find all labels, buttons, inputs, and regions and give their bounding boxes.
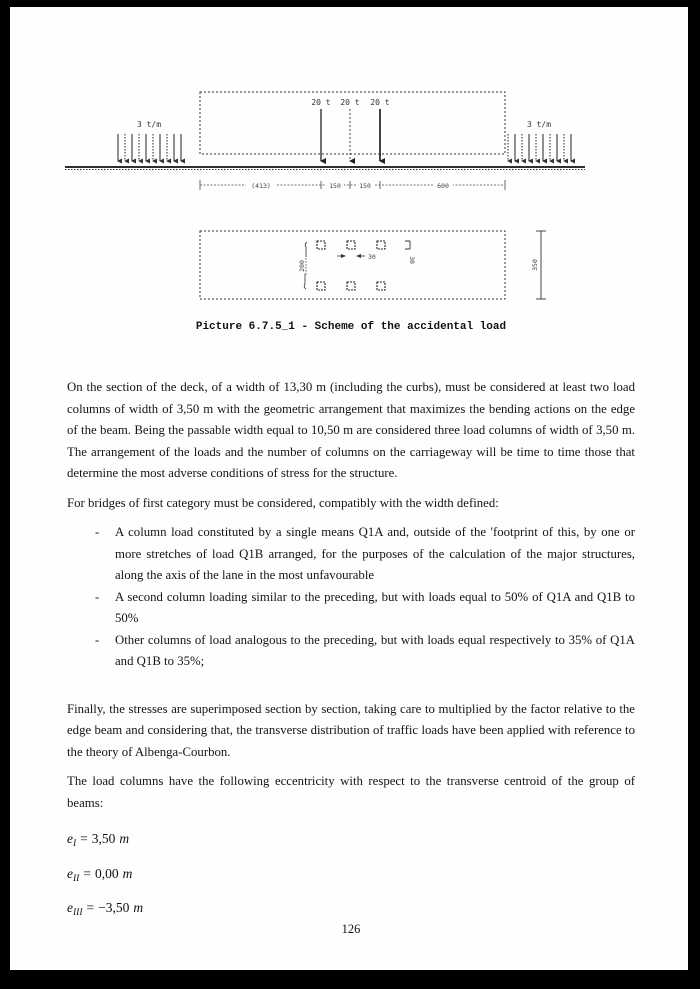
dim-label-axle2: 150 bbox=[359, 182, 371, 190]
wheel-width-label: 30 bbox=[368, 253, 376, 261]
axle-load-label-2: 20 t bbox=[340, 98, 360, 107]
right-distributed-load-arrows bbox=[508, 134, 571, 161]
bullet-dash: - bbox=[95, 525, 100, 539]
elevation-dimension-labels bbox=[246, 181, 453, 190]
list-item bbox=[67, 630, 635, 673]
bullet-text: A column load constituted by a single means Q1A and, outside of the 'footprint of this, by one or more stretches of load Q1B arranged, for the purposes of the calculation of the major structures, along the axis of the lane in the most unfavourable bbox=[115, 525, 635, 582]
list-item bbox=[67, 587, 635, 630]
equation-variable: e bbox=[67, 900, 73, 915]
equation-e1 bbox=[67, 828, 635, 849]
equation-subscript: III bbox=[73, 908, 83, 918]
equation-subscript: II bbox=[73, 874, 80, 884]
bullet-dash: - bbox=[95, 589, 100, 604]
wheel-footprints bbox=[317, 241, 385, 290]
equation-subscript: I bbox=[73, 839, 77, 849]
document-page bbox=[10, 7, 688, 970]
equation-e2 bbox=[67, 863, 635, 884]
figure-caption: Picture 6.7.5_1 - Scheme of the accidental load bbox=[195, 321, 507, 333]
bullet-text: A second column loading similar to the preceding, but with loads equal to 50% of Q1A and Q1B to 50% bbox=[115, 589, 635, 625]
column-width-dimension bbox=[531, 231, 546, 299]
equation-equals: = bbox=[83, 866, 91, 881]
axle-load-label-3: 20 t bbox=[370, 98, 390, 107]
dim-label-right: 600 bbox=[437, 182, 449, 190]
equation-e3 bbox=[67, 897, 635, 918]
equation-unit: m bbox=[122, 866, 133, 881]
paragraph-deck-section: On the section of the deck, of a width of 13,30 m (including the curbs), must be considered at least two load columns of width of 3,50 m with the geometric arrangement that maximizes the bending actions on the edge of the beam. Being the passable width equal to 10,50 m are considered three load columns of width of 3,50 m. The arrangement of the loads and the number of columns on the carriageway will be time to time those that determine the most adverse conditions of stress for the structure. bbox=[67, 380, 635, 480]
elevation-dimension-line bbox=[200, 180, 505, 190]
equation-variable: e bbox=[67, 831, 73, 846]
equation-value: 3,50 bbox=[91, 831, 116, 846]
wheel-side-label: 30 bbox=[408, 256, 416, 264]
track-dimension bbox=[298, 242, 307, 289]
load-column-bullet-list bbox=[67, 522, 635, 673]
right-distributed-load-label: 3 t/m bbox=[526, 120, 552, 129]
equation-variable: e bbox=[67, 866, 73, 881]
column-width-label: 350 bbox=[531, 259, 539, 271]
axle-load-label-1: 20 t bbox=[311, 98, 331, 107]
dim-label-axle1: 150 bbox=[329, 182, 341, 190]
axle-point-load-arrows bbox=[321, 109, 380, 161]
body-text bbox=[67, 377, 635, 941]
paragraph-eccentricity-intro: The load columns have the following eccentricity with respect to the transverse centroid of the group of beams: bbox=[67, 774, 635, 810]
paragraph-superposition: Finally, the stresses are superimposed section by section, taking care to multiplied by the factor relative to the edge beam and considering that, the transverse distribution of traffic loads have been applied with reference to the theory of Albenga-Courbon. bbox=[67, 701, 635, 759]
deck-ground-line bbox=[65, 167, 585, 170]
lane-box-outline bbox=[200, 231, 505, 299]
equation-value: −3,50 bbox=[98, 900, 130, 915]
bullet-text: Other columns of load analogous to the preceding, but with loads equal respectively to 35% of Q1A and Q1B to 35%; bbox=[115, 632, 635, 668]
track-label: 200 bbox=[298, 260, 306, 272]
wheel-side-dimension bbox=[405, 241, 416, 264]
bullet-dash: - bbox=[95, 632, 100, 647]
plan-wheel-footprint-diagram bbox=[10, 227, 688, 312]
list-item bbox=[67, 522, 635, 587]
equation-unit: m bbox=[119, 831, 130, 846]
wheel-width-dimension bbox=[337, 253, 376, 261]
page-number: 126 bbox=[341, 922, 361, 936]
left-distributed-load-arrows bbox=[118, 134, 181, 161]
equation-equals: = bbox=[80, 831, 88, 846]
equation-unit: m bbox=[133, 900, 144, 915]
left-distributed-load-label: 3 t/m bbox=[136, 120, 162, 129]
paragraph-first-category: For bridges of first category must be considered, compatibly with the width defined: bbox=[67, 495, 499, 510]
equation-value: 0,00 bbox=[94, 866, 119, 881]
elevation-load-diagram bbox=[10, 87, 688, 205]
equation-equals: = bbox=[86, 900, 95, 915]
dim-label-left: (413) bbox=[251, 182, 271, 190]
